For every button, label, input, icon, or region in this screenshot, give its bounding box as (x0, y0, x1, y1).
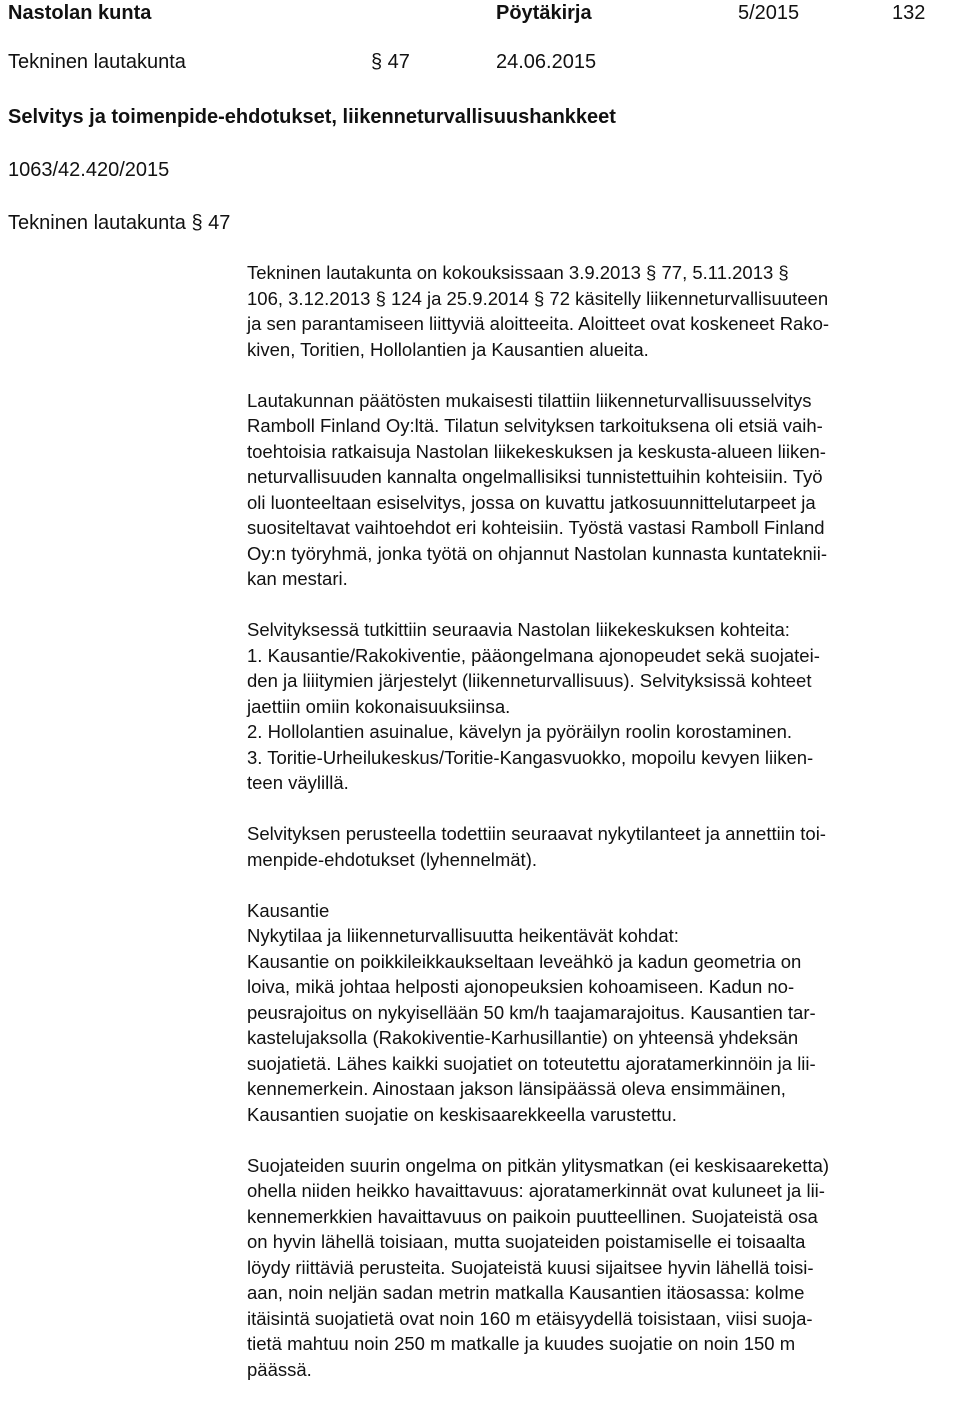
text-line: den ja liiitymien järjestelyt (liikenneturvallisuus). Selvityksissä kohteet (247, 670, 812, 691)
text-line: suositeltavat vaihtoehdot eri kohteisiin. Työstä vastasi Ramboll Finland (247, 517, 825, 538)
text-line: teen väylillä. (247, 772, 349, 793)
page-number: 132 (892, 2, 926, 24)
text-line: kastelujaksolla (Rakokiventie-Karhusillantie) on yhteensä yhdeksän (247, 1027, 799, 1048)
paragraph-crossings (247, 1153, 937, 1383)
text-line: kan mestari. (247, 568, 348, 589)
text-line: on hyvin lähellä toisiaan, mutta suojateiden poistamiselle ei toisaalta (247, 1231, 806, 1252)
subject-title: Selvitys ja toimenpide-ehdotukset, liikenneturvallisuushankkeet (8, 106, 616, 128)
text-line: Lautakunnan päätösten mukaisesti tilattiin liikenneturvallisuusselvitys (247, 389, 812, 411)
text-line: kiven, Toritien, Hollolantien ja Kausantien alueita. (247, 338, 649, 360)
text-line: oli luonteeltaan esiselvitys, jossa on kuvattu jatkosuunnittelutarpeet ja (247, 491, 816, 513)
paragraph-kausantie (247, 898, 937, 1128)
text-line: neturvallisuuden kannalta ongelmallisiksi tunnistettuihin kohteisiin. Työ (247, 466, 823, 487)
text-line: Kausantie (247, 899, 330, 921)
text-line: ohella niiden heikko havaittavuus: ajoratamerkinnät ovat kuluneet ja lii- (247, 1180, 825, 1201)
text-line: suojatietä. Lähes kaikki suojatiet on toteutettu ajoratamerkinnöin ja lii- (247, 1052, 816, 1074)
text-line: 2. Hollolantien asuinalue, kävelyn ja pyöräilyn roolin korostaminen. (247, 721, 793, 742)
text-line: jaettiin omiin kokonaisuuksiinsa. (247, 695, 511, 717)
document-body (247, 260, 937, 1382)
text-line: Ramboll Finland Oy:ltä. Tilatun selvityksen tarkoituksena oli etsiä vaih- (247, 415, 823, 436)
municipality-name: Nastolan kunta (8, 2, 152, 24)
text-line: Selvityksessä tutkittiin seuraavia Nastolan liikekeskuksen kohteita: (247, 619, 790, 640)
text-line: kennemerkein. Ainostaan jakson länsipäässä oleva ensimmäinen, (247, 1078, 786, 1099)
text-line: 3. Toritie-Urheilukeskus/Toritie-Kangasvuokko, mopoilu kevyen liiken- (247, 746, 814, 768)
text-line: itäisintä suojatietä ovat noin 160 m etäisyydellä toisistaan, viisi suoja- (247, 1307, 813, 1329)
text-line: Selvityksen perusteella todettiin seuraavat nykytilanteet ja annettiin toi- (247, 823, 826, 844)
document-number: 5/2015 (738, 2, 800, 24)
section-number: § 47 (371, 51, 410, 73)
text-line: Kausantien suojatie on keskisaarekkeella varustettu. (247, 1103, 677, 1125)
text-line: Suojateiden suurin ongelma on pitkän ylitysmatkan (ei keskisaareketta) (247, 1154, 830, 1176)
text-line: menpide-ehdotukset (lyhennelmät). (247, 848, 537, 870)
paragraph-findings-intro (247, 821, 937, 872)
text-line: 106, 3.12.2013 § 124 ja 25.9.2014 § 72 käsitelly liikenneturvallisuuteen (247, 287, 829, 309)
text-line: Oy:n työryhmä, jonka työtä on ohjannut Nastolan kunnasta kuntateknii- (247, 542, 828, 564)
text-line: 1. Kausantie/Rakokiventie, pääongelmana ajonopeudet sekä suojatei- (247, 644, 820, 666)
text-line: loiva, mikä johtaa helposti ajonopeuksien kohoamiseen. Kadun no- (247, 976, 795, 997)
text-line: Nykytilaa ja liikenneturvallisuutta heikentävät kohdat: (247, 925, 679, 946)
text-line: peusrajoitus on nykyisellään 50 km/h taajamarajoitus. Kausantien tar- (247, 1001, 816, 1023)
text-line: päässä. (247, 1358, 312, 1380)
handling-committee: Tekninen lautakunta § 47 (8, 212, 231, 234)
committee-name: Tekninen lautakunta (8, 51, 186, 73)
paragraph-targets (247, 617, 937, 796)
text-line: ja sen parantamiseen liittyviä aloitteeita. Aloitteet ovat koskeneet Rako- (247, 313, 830, 334)
meeting-date: 24.06.2015 (496, 51, 597, 73)
text-line: tietä mahtuu noin 250 m matkalle ja kuudes suojatie on noin 150 m (247, 1333, 796, 1354)
text-line: Kausantie on poikkileikkaukseltaan leveähkö ja kadun geometria on (247, 950, 802, 972)
document-type: Pöytäkirja (496, 2, 592, 24)
text-line: löydy riittäviä perusteita. Suojateistä kuusi sijaitsee hyvin lähellä toisi- (247, 1256, 814, 1278)
record-number: 1063/42.420/2015 (8, 159, 170, 181)
text-line: kennemerkkien havaittavuus on paikoin puutteellinen. Suojateistä osa (247, 1205, 818, 1227)
paragraph-commission (247, 388, 937, 592)
text-line: toehtoisia ratkaisuja Nastolan liikekeskuksen ja keskusta-alueen liiken- (247, 440, 826, 462)
text-line: Tekninen lautakunta on kokouksissaan 3.9.2013 § 77, 5.11.2013 § (247, 262, 789, 283)
text-line: aan, noin neljän sadan metrin matkalla Kausantien itäosassa: kolme (247, 1282, 805, 1303)
paragraph-background (247, 260, 937, 362)
